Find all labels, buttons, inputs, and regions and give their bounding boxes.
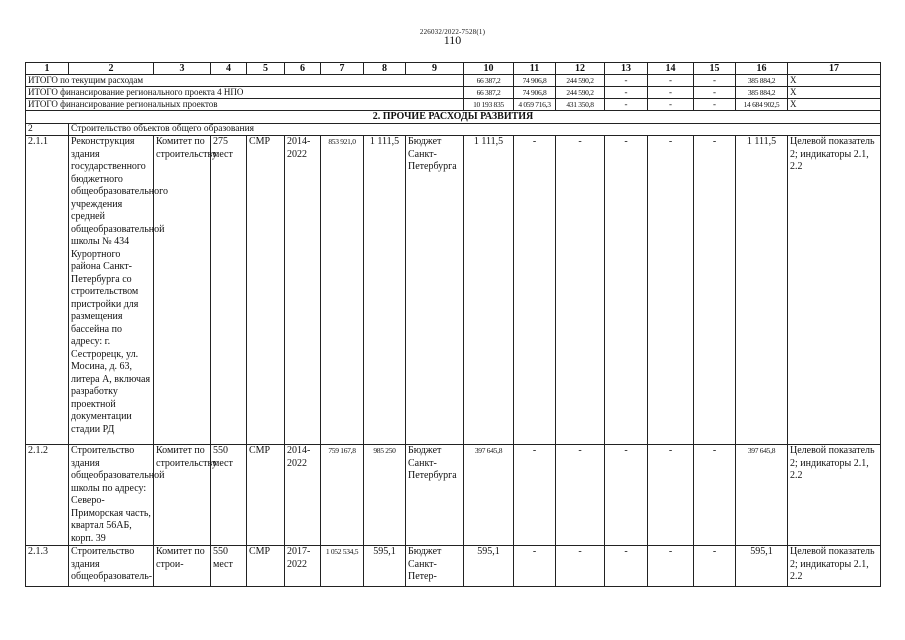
total-value: 66 387,2 — [464, 87, 514, 99]
col-number: 4 — [211, 63, 247, 75]
remaining-cost: 595,1 — [364, 546, 406, 587]
total-value: - — [648, 99, 694, 111]
row-number: 2.1.1 — [26, 136, 69, 445]
year-value: - — [514, 136, 556, 445]
col-number: 2 — [69, 63, 154, 75]
total-value: - — [694, 75, 736, 87]
col-number: 9 — [406, 63, 464, 75]
table-row — [26, 546, 881, 587]
remaining-cost: 985 250 — [364, 445, 406, 546]
col-number: 7 — [321, 63, 364, 75]
total-value: 10 193 835 — [464, 99, 514, 111]
total-value: 385 884,2 — [736, 75, 788, 87]
total-value: 431 350,8 — [556, 99, 605, 111]
total-row-project — [26, 87, 881, 99]
year-value: 397 645,8 — [464, 445, 514, 546]
capacity: 275 мест — [211, 136, 247, 445]
object-name: Строительство здания общеобразователь- — [69, 546, 154, 587]
col-number: 6 — [285, 63, 321, 75]
subsection-title: Строительство объектов общего образования — [69, 124, 881, 136]
column-number-row — [26, 63, 881, 75]
total-value: 244 590,2 — [556, 75, 605, 87]
year-value: - — [514, 445, 556, 546]
col-number: 1 — [26, 63, 69, 75]
page-number: 110 — [443, 33, 462, 47]
year-value: - — [648, 546, 694, 587]
total-value: 4 059 716,3 — [514, 99, 556, 111]
target-indicator: Целевой показатель 2; индикаторы 2.1, 2.2 — [788, 445, 881, 546]
funding-source: Бюджет Санкт-Петербурга — [406, 445, 464, 546]
col-number: 10 — [464, 63, 514, 75]
year-value: - — [694, 445, 736, 546]
year-value: - — [605, 445, 648, 546]
period: 2014-2022 — [285, 445, 321, 546]
work-type: СМР — [247, 546, 285, 587]
target-indicator: Целевой показатель 2; индикаторы 2.1, 2.2 — [788, 546, 881, 587]
col-number: 12 — [556, 63, 605, 75]
total-label: ИТОГО финансирование региональных проектов — [26, 99, 464, 111]
total-value: 385 884,2 — [736, 87, 788, 99]
period: 2014-2022 — [285, 136, 321, 445]
col-number: 17 — [788, 63, 881, 75]
col-number: 3 — [154, 63, 211, 75]
total-value: - — [694, 87, 736, 99]
total-value: Х — [788, 75, 881, 87]
total-value: Х — [788, 87, 881, 99]
col-number: 13 — [605, 63, 648, 75]
year-value: - — [556, 445, 605, 546]
total-value: 244 590,2 — [556, 87, 605, 99]
col-number: 14 — [648, 63, 694, 75]
col-number: 8 — [364, 63, 406, 75]
col-number: 15 — [694, 63, 736, 75]
total-cost: 759 167,8 — [321, 445, 364, 546]
remaining-cost: 1 111,5 — [364, 136, 406, 445]
document-stamp: 226032/2022-7528(1) — [419, 28, 486, 36]
row-total: 1 111,5 — [736, 136, 788, 445]
total-value: 74 906,8 — [514, 75, 556, 87]
subsection-row — [26, 124, 881, 136]
row-number: 2.1.3 — [26, 546, 69, 587]
section-title: 2. ПРОЧИЕ РАСХОДЫ РАЗВИТИЯ — [26, 111, 881, 124]
total-value: Х — [788, 99, 881, 111]
table-row — [26, 136, 881, 445]
col-number: 11 — [514, 63, 556, 75]
col-number: 16 — [736, 63, 788, 75]
capacity: 550 мест — [211, 445, 247, 546]
row-number: 2.1.2 — [26, 445, 69, 546]
year-value: 1 111,5 — [464, 136, 514, 445]
object-name: Реконструкция здания государственного бюджетного общеобразовательного учреждения средней общеобразовательной школы № 434 Курортного района Санкт-Петербурга со строительством пристройки для размещения бассейна по адресу: г. Сестрорецк, ул. Мосина, д. 63, литера А, включая разработку проектной документации стадии РД — [69, 136, 154, 445]
total-value: 14 684 902,5 — [736, 99, 788, 111]
col-number: 5 — [247, 63, 285, 75]
program-table — [25, 62, 881, 587]
total-row-regional — [26, 99, 881, 111]
total-value: - — [605, 87, 648, 99]
year-value: - — [556, 136, 605, 445]
table-row — [26, 445, 881, 546]
year-value: - — [694, 136, 736, 445]
year-value: 595,1 — [464, 546, 514, 587]
executor: Комитет по строительству — [154, 136, 211, 445]
section-heading-row — [26, 111, 881, 124]
capacity: 550 мест — [211, 546, 247, 587]
row-total: 595,1 — [736, 546, 788, 587]
total-cost: 1 052 534,5 — [321, 546, 364, 587]
object-name: Строительство здания общеобразовательной школы по адресу: Северо-Приморская часть, квартал 56АБ, корп. 39 — [69, 445, 154, 546]
total-row-current — [26, 75, 881, 87]
executor: Комитет по строительству — [154, 445, 211, 546]
executor: Комитет по строи- — [154, 546, 211, 587]
total-value: 74 906,8 — [514, 87, 556, 99]
total-value: - — [605, 99, 648, 111]
total-value: - — [694, 99, 736, 111]
year-value: - — [514, 546, 556, 587]
total-label: ИТОГО финансирование регионального проекта 4 НПО — [26, 87, 464, 99]
total-value: - — [648, 75, 694, 87]
funding-source: Бюджет Санкт-Петербурга — [406, 136, 464, 445]
total-value: - — [605, 75, 648, 87]
total-label: ИТОГО по текущим расходам — [26, 75, 464, 87]
total-value: - — [648, 87, 694, 99]
year-value: - — [694, 546, 736, 587]
work-type: СМР — [247, 445, 285, 546]
total-value: 66 387,2 — [464, 75, 514, 87]
funding-source: Бюджет Санкт-Петер- — [406, 546, 464, 587]
period: 2017-2022 — [285, 546, 321, 587]
subsection-number: 2 — [26, 124, 69, 136]
total-cost: 853 921,0 — [321, 136, 364, 445]
year-value: - — [605, 136, 648, 445]
year-value: - — [648, 136, 694, 445]
year-value: - — [605, 546, 648, 587]
row-total: 397 645,8 — [736, 445, 788, 546]
target-indicator: Целевой показатель 2; индикаторы 2.1, 2.2 — [788, 136, 881, 445]
work-type: СМР — [247, 136, 285, 445]
year-value: - — [556, 546, 605, 587]
year-value: - — [648, 445, 694, 546]
